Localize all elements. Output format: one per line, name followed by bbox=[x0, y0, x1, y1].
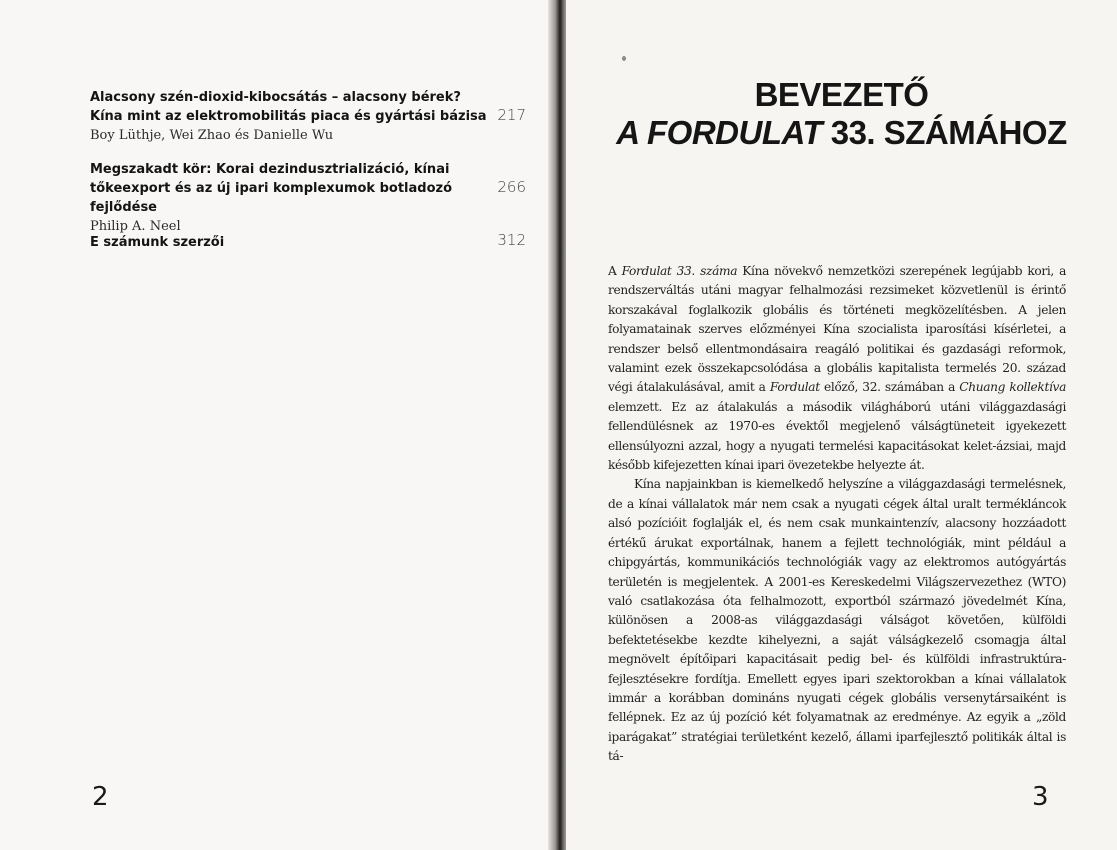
paragraph-1-text: Kína növekvő nemzetközi szerepének legújabb kori, a rendszerváltás utáni magyar felhalmozási rezsimeket közvetlenül is érintő korszakával foglalkozik globális és történeti megközelítésben. A jelen folyamatainak szerves előzményei Kína szocialista iparosítási kísérletei, a rendszer belső ellentmondásaira reagáló politikai és gazdasági reformok, valamint ezek összekapcsolódása a globális kapitalista termelés 20. század végi átalakulásával, amit a bbox=[608, 264, 1066, 395]
toc-entry-page: 217 bbox=[497, 106, 526, 124]
toc-entry bbox=[90, 88, 530, 145]
page-number-right: 3 bbox=[1032, 782, 1049, 812]
chapter-subheading bbox=[566, 114, 1117, 152]
toc-entry bbox=[90, 160, 530, 236]
right-page bbox=[566, 0, 1117, 850]
paragraph-1-italic: Fordulat 33. száma bbox=[621, 264, 738, 278]
left-page bbox=[0, 0, 556, 850]
paragraph-1-italic: Fordulat bbox=[769, 380, 820, 395]
toc-entry-page: 312 bbox=[497, 231, 526, 249]
paragraph-2: Kína napjainkban is kiemelkedő helyszíne a világgazdasági termelésnek, de a kínai vállalatok már nem csak a nyugati cégek által uralt termékláncok alsó pozícióit foglalják el, és nem csak munkaintenzív, alacsony hozzáadott értékű árukat exportálnak, hanem a fejlett technológiák, mint például a chipgyártás, kommunikációs technológiák vagy az elektromos autógyártás területén is megjelentek. A 2001-es Kereskedelmi Világszervezethez (WTO) való csatlakozása óta felhalmozott, exportból származó jövedelmét Kína, különösen a 2008-as világgazdasági válságot követően, külföldi befektetésekbe kezdte kihelyezni, a saját válságkezelő csomagja által megnövelt építőipari kapacitásait pedig bel- és külföldi infrastruktúra-fejlesztésekre fordítja. Emellett egyes ipari szektorokban a kínai vállalatok immár a korábban domináns nyugati cégek globális versenytársaiként is fellépnek. Ez az új pozíció két folyamatnak az eredménye. Az egyik a „zöld iparágakat” stratégiai területként kezelő, állami iparfejlesztő politikák által is tá- bbox=[608, 477, 1066, 764]
paragraph-1-text: előző, 32. számában a bbox=[819, 380, 960, 395]
body-text bbox=[608, 262, 1066, 767]
toc-entry-title: E számunk szerzői bbox=[90, 235, 225, 250]
page-number-left: 2 bbox=[92, 782, 109, 812]
toc-entry bbox=[90, 233, 530, 252]
paragraph-1-text: elemzett. Ez az átalakulás a második világháború utáni világgazdasági fellendülésnek az 1970-es évektől megjelenő válságtüneteit igyekezett ellensúlyozni azzal, hogy a nyugati termelési kapacitásokat kelet-ázsiai, majd később kifejezetten kínai ipari övezetekbe helyezte át. bbox=[608, 399, 1066, 473]
paragraph-1-lead: A bbox=[608, 264, 622, 278]
toc-entry-authors: Philip A. Neel bbox=[90, 219, 181, 234]
journal-title-italic: A FORDULAT bbox=[616, 114, 823, 151]
toc-entry-title: Alacsony szén-dioxid-kibocsátás – alacsony bérek? Kína mint az elektromobilitás piaca és gyártási bázisa bbox=[90, 90, 487, 124]
paragraph-1 bbox=[608, 262, 1066, 475]
paper-speck bbox=[622, 56, 626, 61]
chapter-heading: BEVEZETŐ bbox=[754, 76, 929, 113]
subheading-rest: 33. SZÁMÁHOZ bbox=[822, 114, 1067, 151]
toc-entry-title: Megszakadt kör: Korai dezindusztrializáció, kínai tőkeexport és az új ipari komplexumok botladozó fejlődése bbox=[90, 162, 453, 215]
paragraph-1-italic: Chuang kollektíva bbox=[959, 380, 1066, 395]
toc-entry-page: 266 bbox=[497, 178, 526, 196]
toc-entry-authors: Boy Lüthje, Wei Zhao és Danielle Wu bbox=[90, 128, 334, 143]
